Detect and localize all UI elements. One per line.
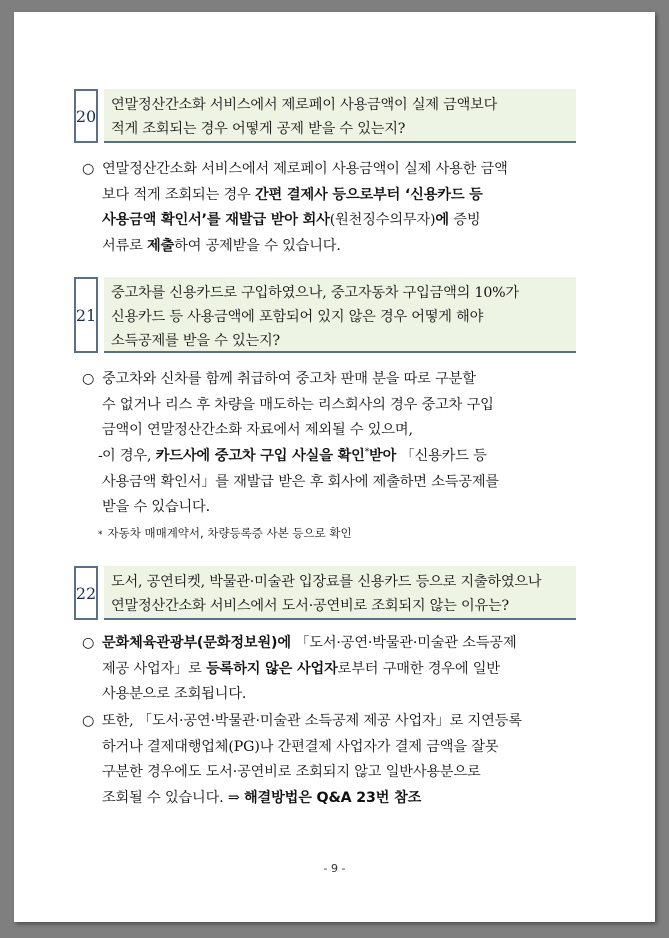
question-22 (74, 566, 576, 620)
circle-bullet-icon: ○ (82, 635, 95, 651)
question-text: 중고차를 신용카드로 구입하였으나, 중고자동차 구입금액의 10%가 신용카드 등 사용금액에 포함되어 있지 않은 경우 어떻게 해야 소득공제를 받을 수 있는지? (104, 277, 576, 353)
answer-21-sub: - 이 경우, 카드사에 중고차 구입 사실을 확인*받아 「신용카드 등 사용금액 확인서」를 재발급 받은 후 회사에 제출하면 소득공제를 받을 수 있습니다. (82, 444, 576, 521)
question-text: 도서, 공연티켓, 박물관·미술관 입장료를 신용카드 등으로 지출하였으나 연말정산간소화 서비스에서 도서·공연비로 조회되지 않는 이유는? (104, 566, 576, 620)
question-text: 연말정산간소화 서비스에서 제로페이 사용금액이 실제 금액보다 적게 조회되는 경우 어떻게 공제 받을 수 있는지? (104, 89, 576, 143)
question-number: 22 (74, 566, 98, 620)
answer-22: ○ 문화체육관광부(문화정보원)에 「도서·공연·박물관·미술관 소득공제 제공 사업자」로 등록하지 않은 사업자로부터 구매한 경우에 일반 사용분으로 조회됩니다. (82, 631, 576, 708)
dash-bullet: - (98, 448, 103, 464)
question-21 (74, 277, 576, 353)
circle-bullet-icon: ○ (82, 371, 95, 387)
question-20 (74, 89, 576, 143)
answer-21: ○ 중고차와 신차를 함께 취급하여 중고차 판매 분을 따로 구분할 수 없거나 리스 후 차량을 매도하는 리스회사의 경우 중고차 구입 금액이 연말정산간소화 자료에서 제외될 수 있으며, (82, 367, 576, 444)
circle-bullet-icon: ○ (82, 713, 95, 729)
page-number: - 9 - (323, 862, 346, 875)
question-number: 20 (74, 89, 98, 143)
answer-20: ○ 연말정산간소화 서비스에서 제로페이 사용금액이 실제 사용한 금액 보다 적게 조회되는 경우 간편 결제사 등으로부터 ‘신용카드 등 사용금액 확인서’를 재발급 받아 회사(원천징수의무자)에 증빙 서류로 제출하여 공제받을 수 있습니다. (82, 157, 576, 259)
circle-bullet-icon: ○ (82, 161, 95, 177)
footnote: * 자동차 매매계약서, 차량등록증 사본 등으로 확인 (98, 526, 352, 540)
answer-22-second: ○ 또한, 「도서·공연·박물관·미술관 소득공제 제공 사업자」로 지연등록 하거나 결제대행업체(PG)나 간편결제 사업자가 결제 금액을 잘못 구분한 경우에도 도서·공연비로 조회되지 않고 일반사용분으로 조회될 수 있습니다. ⇒ 해결방법은 Q&A 23번 참조 (82, 709, 576, 811)
question-number: 21 (74, 277, 98, 353)
